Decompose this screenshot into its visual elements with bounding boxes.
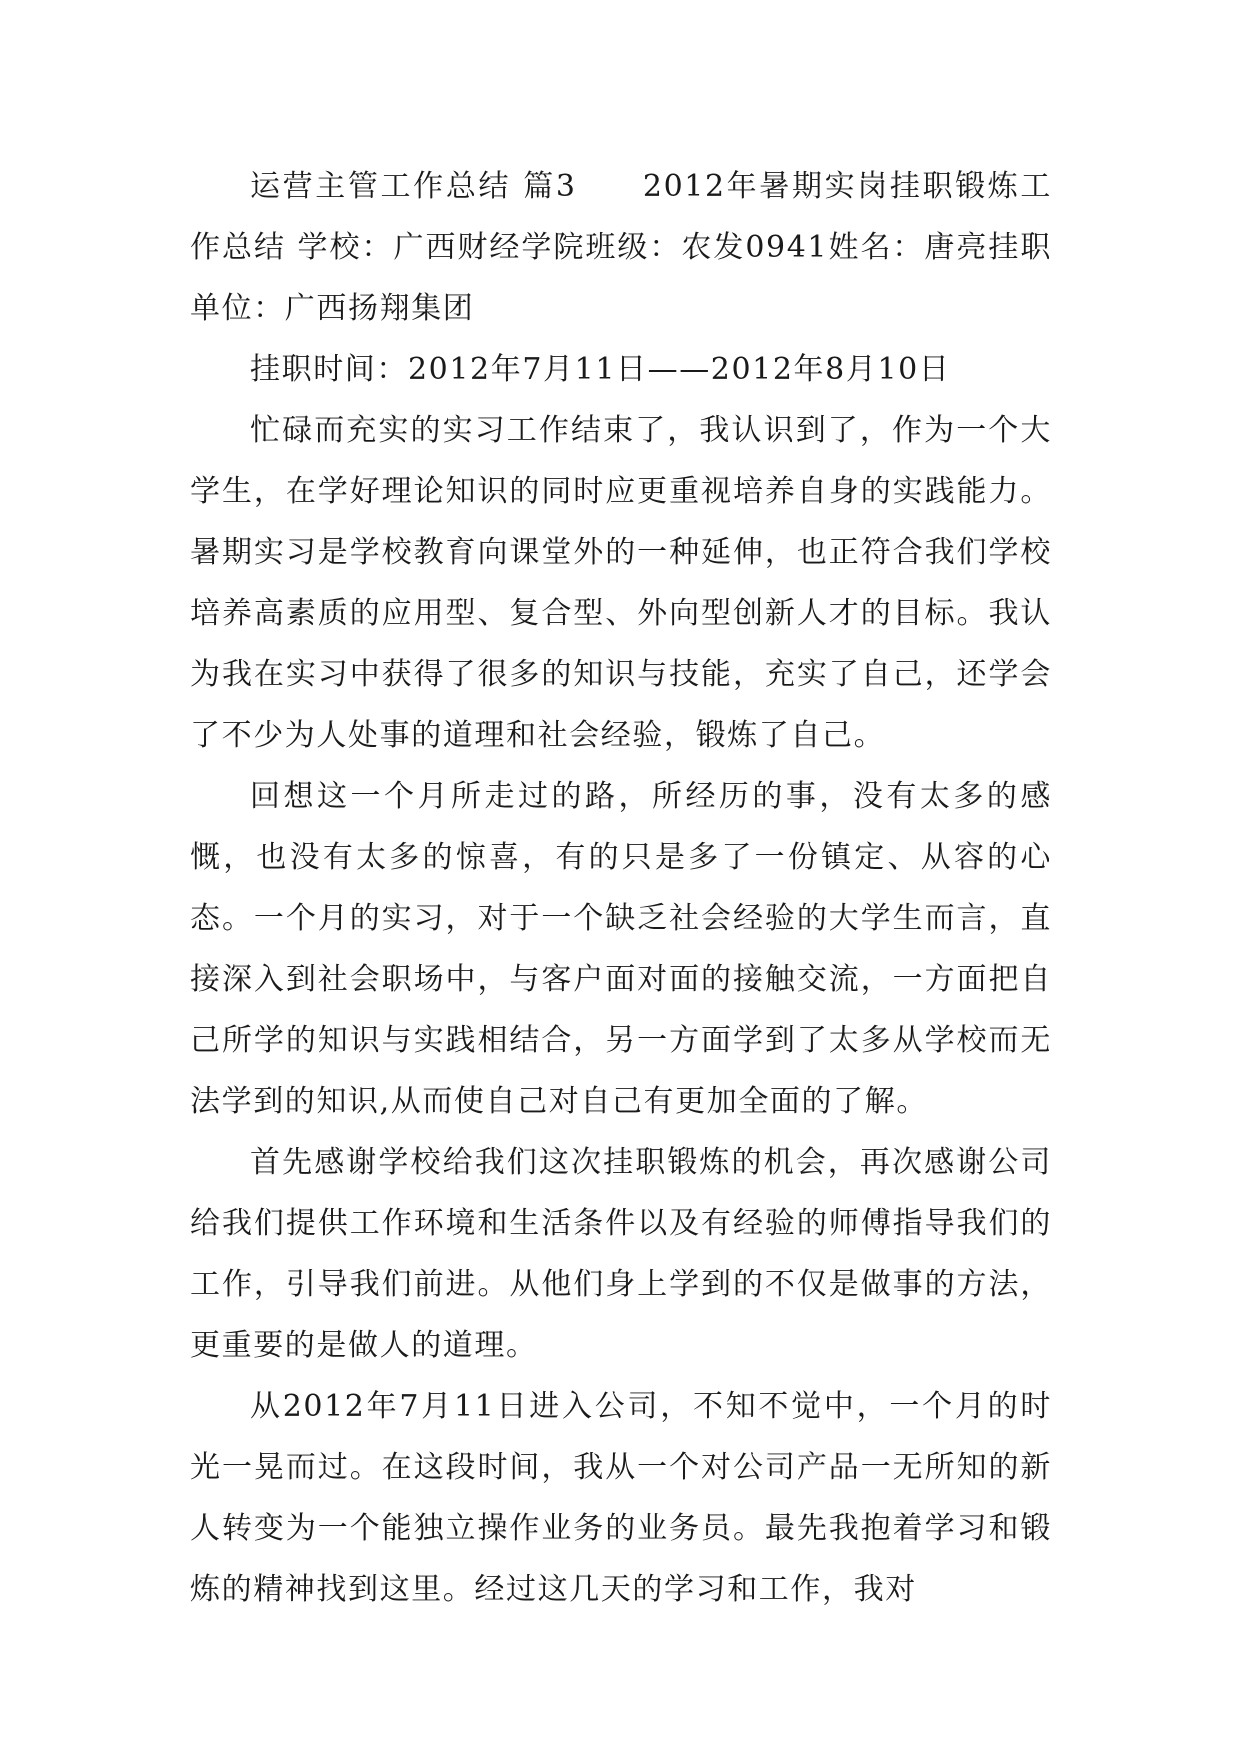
- document-body: [190, 156, 1052, 1620]
- paragraph-heading: 运营主管工作总结 篇3 2012年暑期实岗挂职锻炼工作总结 学校：广西财经学院班级：农发0941姓名：唐亮挂职单位：广西扬翔集团: [190, 169, 1052, 326]
- paragraph-review: 回想这一个月所走过的路，所经历的事，没有太多的感慨，也没有太多的惊喜，有的只是多了一份镇定、从容的心态。一个月的实习，对于一个缺乏社会经验的大学生而言，直接深入到社会职场中，与客户面对面的接触交流，一方面把自己所学的知识与实践相结合，另一方面学到了太多从学校而无法学到的知识,从而使自己对自己有更加全面的了解。: [190, 779, 1052, 1119]
- paragraph-thanks: 首先感谢学校给我们这次挂职锻炼的机会，再次感谢公司给我们提供工作环境和生活条件以及有经验的师傅指导我们的工作，引导我们前进。从他们身上学到的不仅是做事的方法，更重要的是做人的道理。: [190, 1145, 1052, 1363]
- paragraph-reflection: 忙碌而充实的实习工作结束了，我认识到了，作为一个大学生，在学好理论知识的同时应更重视培养自身的实践能力。暑期实习是学校教育向课堂外的一种延伸，也正符合我们学校培养高素质的应用型、复合型、外向型创新人才的目标。我认为我在实习中获得了很多的知识与技能，充实了自己，还学会了不少为人处事的道理和社会经验，锻炼了自己。: [190, 413, 1052, 753]
- paragraph-experience: 从2012年7月11日进入公司，不知不觉中，一个月的时光一晃而过。在这段时间，我从一个对公司产品一无所知的新人转变为一个能独立操作业务的业务员。最先我抱着学习和锻炼的精神找到这里。经过这几天的学习和工作，我对: [190, 1389, 1052, 1607]
- paragraph-period: 挂职时间：2012年7月11日——2012年8月10日: [250, 352, 951, 387]
